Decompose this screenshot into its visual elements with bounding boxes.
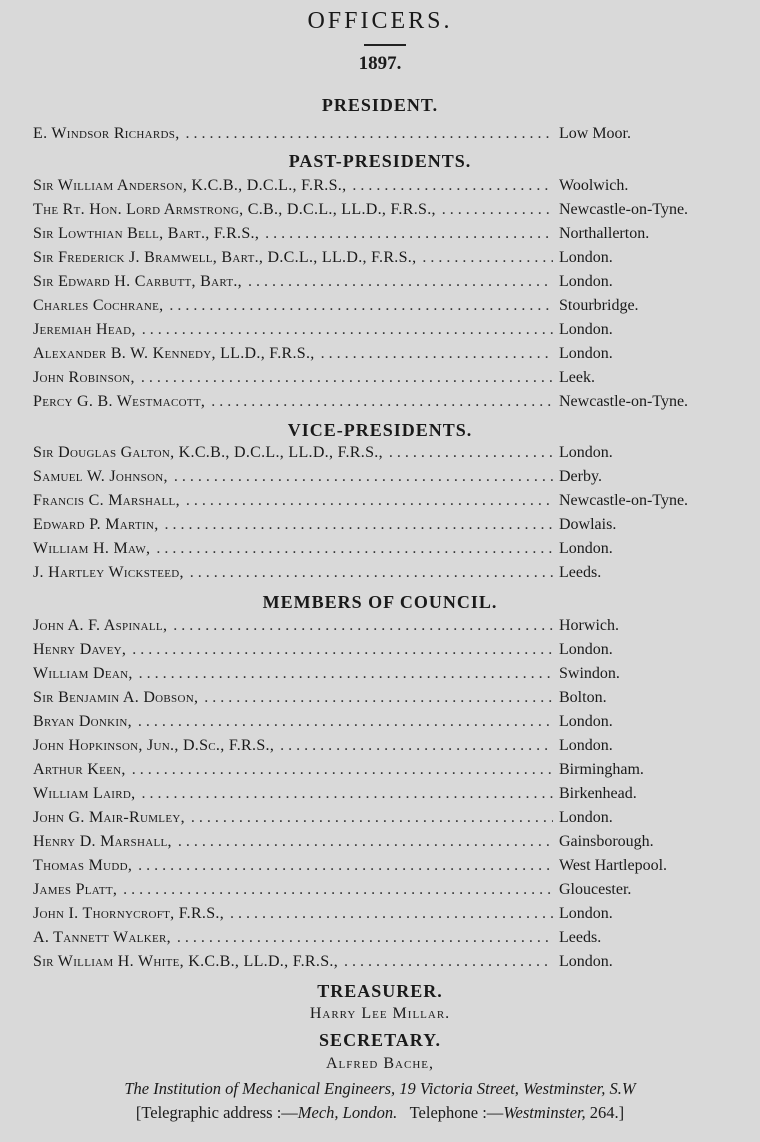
officer-place: Birkenhead.	[559, 785, 637, 802]
officer-name: Francis C. Marshall,	[33, 492, 180, 509]
officer-row	[33, 665, 755, 689]
officer-place: London.	[559, 321, 613, 338]
officer-row	[33, 201, 755, 225]
dot-leader	[141, 369, 553, 387]
officer-place: Swindon.	[559, 665, 620, 682]
officer-row	[33, 833, 755, 857]
officer-row	[33, 564, 755, 588]
officer-row	[33, 345, 755, 369]
dot-leader	[142, 321, 553, 339]
officer-place: London.	[559, 249, 613, 266]
officer-row	[33, 761, 755, 785]
officer-place: Dowlais.	[559, 516, 617, 533]
dot-leader	[139, 665, 553, 683]
dot-leader	[173, 617, 553, 635]
officer-row	[33, 953, 755, 977]
officer-place: Leeds.	[559, 929, 602, 946]
dot-leader	[186, 125, 554, 143]
officer-name: The Rt. Hon. Lord Armstrong, C.B., D.C.L., LL.D., F.R.S.,	[33, 201, 436, 218]
dot-leader	[344, 953, 553, 971]
officer-place: London.	[559, 713, 613, 730]
officer-place: London.	[559, 540, 613, 557]
dot-leader	[178, 833, 553, 851]
officer-name: Sir Lowthian Bell, Bart., F.R.S.,	[33, 225, 260, 242]
dot-leader	[174, 468, 553, 486]
officer-name: Percy G. B. Westmacott,	[33, 393, 206, 410]
officer-row	[33, 516, 755, 540]
officer-row	[33, 177, 755, 201]
officer-name: Charles Cochrane,	[33, 297, 164, 314]
officer-name: Jeremiah Head,	[33, 321, 136, 338]
officer-row	[33, 273, 755, 297]
officer-place: West Hartlepool.	[559, 857, 668, 874]
dot-leader	[265, 225, 553, 243]
officer-name: John G. Mair-Rumley,	[33, 809, 185, 826]
officer-place: London.	[559, 345, 613, 362]
officer-place: Gainsborough.	[559, 833, 654, 850]
officer-name: Henry Davey,	[33, 641, 127, 658]
officer-place: London.	[559, 905, 613, 922]
officer-row	[33, 468, 755, 492]
dot-leader	[132, 641, 553, 659]
officer-name: Thomas Mudd,	[33, 857, 133, 874]
officer-row	[33, 225, 755, 249]
officer-name: Sir Douglas Galton, K.C.B., D.C.L., LL.D., F.R.S.,	[33, 444, 383, 461]
dot-leader	[442, 201, 553, 219]
officer-row	[33, 492, 755, 516]
officer-row	[33, 809, 755, 833]
secretary-heading: SECRETARY.	[319, 1030, 441, 1050]
dot-leader	[352, 177, 553, 195]
officer-place: London.	[559, 273, 613, 290]
officer-place: London.	[559, 737, 613, 754]
officer-row	[33, 737, 755, 761]
officer-place: Newcastle-on-Tyne.	[559, 201, 689, 218]
dot-leader	[211, 393, 553, 411]
past-presidents-heading: PAST-PRESIDENTS.	[288, 151, 472, 171]
institution-address: The Institution of Mechanical Engineers, 19 Victoria Street, Westminster, S.W	[124, 1079, 636, 1098]
dot-leader	[186, 492, 553, 510]
dot-leader	[132, 761, 553, 779]
officer-name: Henry D. Marshall,	[33, 833, 172, 850]
officer-place: Leeds.	[559, 564, 602, 581]
officer-name: Sir William Anderson, K.C.B., D.C.L., F.R.S.,	[33, 177, 347, 194]
officer-name: Alexander B. W. Kennedy, LL.D., F.R.S.,	[33, 345, 315, 362]
officer-row	[33, 929, 755, 953]
officer-name: Sir Edward H. Carbutt, Bart.,	[33, 273, 242, 290]
officer-place: London.	[559, 953, 613, 970]
treasurer-heading: TREASURER.	[317, 981, 443, 1001]
dot-leader	[138, 713, 553, 731]
officer-place: London.	[559, 809, 613, 826]
telephone-number: 264.]	[589, 1103, 625, 1122]
dot-leader	[280, 737, 553, 755]
dot-leader	[248, 273, 553, 291]
telegraphic-address: Mech, London.	[297, 1103, 398, 1122]
president-heading: PRESIDENT.	[321, 95, 439, 115]
dot-leader	[422, 249, 553, 267]
officer-name: Bryan Donkin,	[33, 713, 132, 730]
officer-place: Bolton.	[559, 689, 607, 706]
dot-leader	[389, 444, 553, 462]
dot-leader	[190, 564, 553, 582]
officer-row	[33, 444, 755, 468]
officer-name: John A. F. Aspinall,	[33, 617, 168, 634]
officer-name: William Laird,	[33, 785, 136, 802]
officer-row	[33, 713, 755, 737]
officer-name: E. Windsor Richards,	[33, 125, 180, 142]
page-title: OFFICERS.	[307, 8, 453, 34]
officer-name: A. Tannett Walker,	[33, 929, 171, 946]
officer-place: Woolwich.	[559, 177, 629, 194]
title-rule	[364, 44, 406, 46]
telegraph-line	[0, 1103, 760, 1123]
dot-leader	[321, 345, 553, 363]
officer-place: Newcastle-on-Tyne.	[559, 492, 689, 509]
officer-row	[33, 785, 755, 809]
dot-leader	[156, 540, 553, 558]
officer-place: London.	[559, 641, 613, 658]
treasurer-name: Harry Lee Millar.	[309, 1005, 451, 1022]
officer-name: Edward P. Martin,	[33, 516, 159, 533]
officer-row	[33, 617, 755, 641]
officer-name: John Robinson,	[33, 369, 135, 386]
officer-name: Sir Frederick J. Bramwell, Bart., D.C.L., LL.D., F.R.S.,	[33, 249, 417, 266]
dot-leader	[141, 785, 553, 803]
secretary-name: Alfred Bache,	[325, 1055, 434, 1072]
officer-place: Stourbridge.	[559, 297, 639, 314]
dot-leader	[230, 905, 553, 923]
officer-place: Newcastle-on-Tyne.	[559, 393, 689, 410]
officer-name: William H. Maw,	[33, 540, 151, 557]
officer-row	[33, 249, 755, 273]
officer-row	[33, 689, 755, 713]
officer-name: John Hopkinson, Jun., D.Sc., F.R.S.,	[33, 737, 275, 754]
vice-presidents-heading: VICE-PRESIDENTS.	[287, 420, 473, 440]
telephone-exchange: Westminster,	[503, 1103, 586, 1122]
dot-leader	[123, 881, 553, 899]
officer-name: Sir William H. White, K.C.B., LL.D., F.R.S.,	[33, 953, 338, 970]
officer-row	[33, 297, 755, 321]
officer-row	[33, 641, 755, 665]
officer-name: Samuel W. Johnson,	[33, 468, 168, 485]
officer-row	[33, 393, 755, 417]
officer-place: Gloucester.	[559, 881, 632, 898]
dot-leader	[204, 689, 553, 707]
officer-place: Low Moor.	[559, 125, 631, 142]
officer-place: Birmingham.	[559, 761, 644, 778]
officer-name: John I. Thornycroft, F.R.S.,	[33, 905, 225, 922]
officer-row	[33, 125, 755, 149]
dot-leader	[165, 516, 553, 534]
officer-row	[33, 540, 755, 564]
officer-row	[33, 321, 755, 345]
officer-place: Derby.	[559, 468, 602, 485]
officer-name: Arthur Keen,	[33, 761, 126, 778]
telephone-label: Telephone :—	[409, 1103, 504, 1122]
council-heading: MEMBERS OF COUNCIL.	[262, 592, 498, 612]
officer-place: Leek.	[559, 369, 595, 386]
year-label: 1897.	[358, 53, 402, 74]
officer-name: William Dean,	[33, 665, 133, 682]
officer-row	[33, 857, 755, 881]
dot-leader	[191, 809, 553, 827]
officer-row	[33, 905, 755, 929]
dot-leader	[169, 297, 553, 315]
officer-name: Sir Benjamin A. Dobson,	[33, 689, 199, 706]
officer-row	[33, 881, 755, 905]
dot-leader	[177, 929, 553, 947]
dot-leader	[138, 857, 553, 875]
telegraphic-label: [Telegraphic address :—	[135, 1103, 298, 1122]
officer-name: J. Hartley Wicksteed,	[33, 564, 184, 581]
officer-row	[33, 369, 755, 393]
officer-place: Northallerton.	[559, 225, 650, 242]
officer-place: Horwich.	[559, 617, 619, 634]
officer-name: James Platt,	[33, 881, 118, 898]
officer-place: London.	[559, 444, 613, 461]
